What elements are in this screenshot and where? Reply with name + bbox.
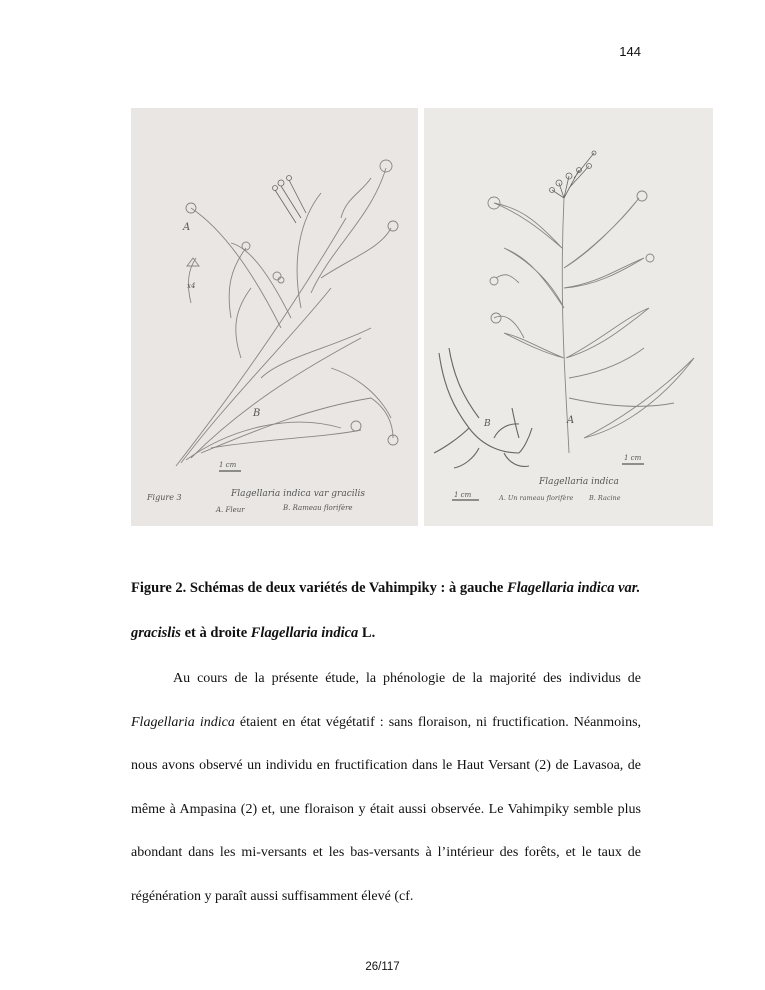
right-plate-title: Flagellaria indica	[539, 477, 619, 487]
left-legend-b: B. Rameau florifère	[283, 504, 353, 512]
right-legend-b: B. Racine	[589, 494, 621, 502]
left-label-b: B	[253, 408, 261, 419]
right-scale-bar-b: 1 cm	[454, 491, 472, 499]
right-legend-a: A. Un rameau florifère	[499, 494, 574, 502]
left-magnification: x4	[187, 282, 196, 290]
left-plant-illustration	[131, 108, 418, 526]
caption-lead: Figure 2. Schémas de deux variétés de Vahimpiky : à gauche	[131, 580, 507, 596]
left-plate-drawing	[131, 108, 418, 526]
figure-botanical-drawings	[131, 108, 713, 526]
paragraph-rest: étaient en état végétatif : sans floraison, ni fructification. Néanmoins, nous avons observé un individu en fructification dans le Haut Versant (2) de Lavasoa, de même à Ampasina (2) et, une floraison y était aussi observée. Le Vahimpiky semble plus abondant dans les mi-versants et les bas-versants à l’intérieur des forêts, et le taux de régénération y paraît aussi suffisamment élevé (cf.	[131, 714, 642, 904]
right-label-a: A	[567, 415, 575, 426]
right-label-b: B	[484, 419, 491, 429]
caption-middle: et à droite	[180, 625, 251, 641]
paragraph-intro: Au cours de la présente étude, la phénologie de la majorité des individus de	[173, 671, 641, 686]
figure-caption	[131, 566, 651, 656]
caption-species-1: Flagellaria indica var. gracislis	[131, 580, 641, 641]
caption-suffix: L.	[358, 625, 376, 641]
left-scale-bar: 1 cm	[219, 461, 237, 469]
right-scale-bar-a: 1 cm	[624, 454, 642, 462]
left-label-a: A	[183, 222, 191, 233]
right-plant-illustration	[424, 108, 713, 526]
caption-species-2: Flagellaria indica	[250, 625, 359, 641]
page-number: 144	[619, 44, 641, 59]
left-plate-title: Flagellaria indica var gracilis	[231, 489, 366, 499]
right-plate-drawing	[424, 108, 713, 526]
left-figure-label: Figure 3	[147, 493, 182, 502]
paragraph-species: Flagellaria indica	[131, 714, 235, 730]
page-footer: 26/117	[365, 961, 400, 973]
left-legend-a: A. Fleur	[216, 506, 245, 514]
body-paragraph	[131, 657, 641, 918]
